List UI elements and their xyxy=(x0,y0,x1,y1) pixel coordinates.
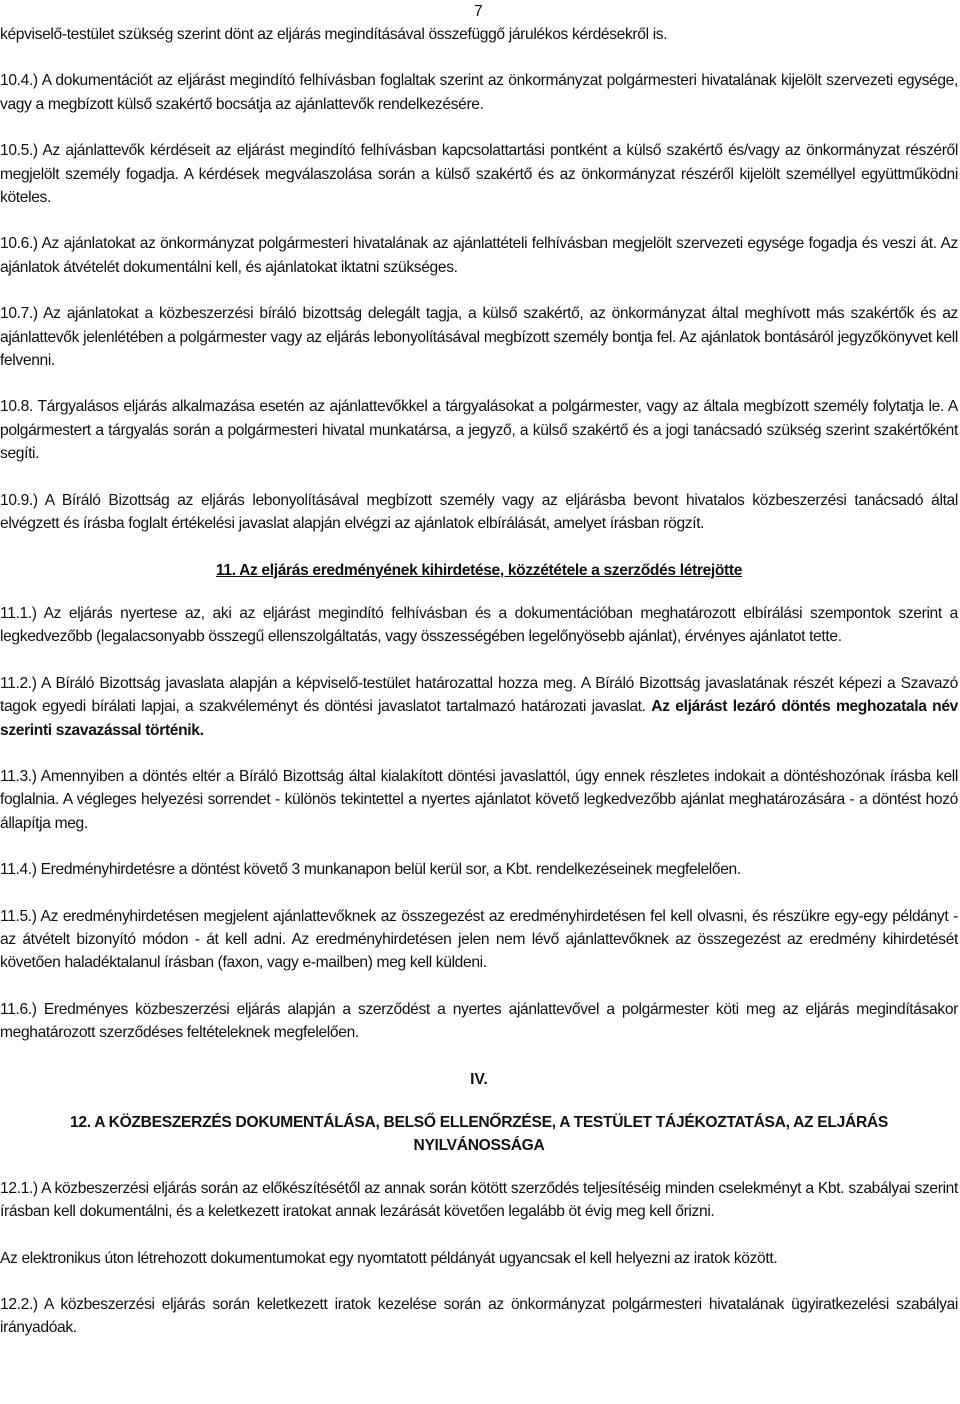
paragraph-11-1: 11.1.) Az eljárás nyertese az, aki az eljárást megindító felhívásban és a dokumentációban meghatározott elbírálási szempontok szerint a legkedvezőbb (legalacsonyabb összegű ellenszolgáltatás, vagy összességében legelőnyösebb ajánlat), érvényes ajánlatot tette. xyxy=(0,604,958,646)
paragraph-11-6: 11.6.) Eredményes közbeszerzési eljárás alapján a szerződést a nyertes ajánlattevővel a polgármester köti meg az eljárás megindításakor meghatározott szerződéses feltételeknek megfelelően. xyxy=(0,1000,958,1042)
paragraph-11-5: 11.5.) Az eredményhirdetésen megjelent ajánlattevőknek az összegezést az eredményhirdetésen fel kell olvasni, és részükre egy-egy példányt - az átvételt bizonyító módon - át kell adni. Az eredményhirdetésen jelen nem lévő ajánlattevőknek az összegezést az eredmény kihirdetését követően haladéktalanul írásban (faxon, vagy e-mailben) meg kell küldeni. xyxy=(0,907,958,972)
section-11-heading xyxy=(0,559,958,582)
part-iv-heading: IV. xyxy=(470,1070,488,1088)
paragraph-11-4: 11.4.) Eredményhirdetésre a döntést követő 3 munkanapon belül kerül sor, a Kbt. rendelkezéseinek megfelelően. xyxy=(0,861,741,879)
paragraph-10-6: 10.6.) Az ajánlatokat az önkormányzat polgármesteri hivatalának az ajánlattételi felhívásban megjelölt szervezeti egysége fogadja és veszi át. Az ajánlatok átvételét dokumentálni kell, és ajánlatokat iktatni szükséges. xyxy=(0,235,958,276)
paragraph-11-2 xyxy=(0,672,958,742)
paragraph-12-2: 12.2.) A közbeszerzési eljárás során keletkezett iratok kezelése során az önkormányzat polgármesteri hivatalának ügyiratkezelési szabályai irányadóak. xyxy=(0,1296,958,1337)
paragraph-10-9: 10.9.) A Bíráló Bizottság az eljárás lebonyolításával megbízott személy vagy az eljárásba bevont hivatalos közbeszerzési tanácsadó által elvégzett és írásba foglalt értékelési javaslat alapján elvégzi az ajánlatok elbírálását, amelyet írásban rögzít. xyxy=(0,491,958,533)
page-number: 7 xyxy=(474,3,483,20)
paragraph-10-7: 10.7.) Az ajánlatokat a közbeszerzési bíráló bizottság delegált tagja, a külső szakértő, az önkormányzat által meghívott más szakértők és az ajánlattevők jelenlétében a polgármester vagy az eljárás lebonyolításával megbízott személy bontja fel. Az ajánlatok bontásáról jegyzőkönyvet kell felvenni. xyxy=(0,305,958,370)
section-11-title: 11. Az eljárás eredményének kihirdetése, közzététele a szerződés létrejötte xyxy=(215,561,743,579)
paragraph-10-5: 10.5.) Az ajánlattevők kérdéseit az eljárást megindító felhívásban kapcsolattartási pontként a külső szakértő és/vagy az önkormányzat részéről megjelölt személy fogadja. A kérdések megválaszolása során a külső szakértő és az önkormányzat részéről kijelölt személlyel együttműködni köteles. xyxy=(0,142,958,207)
paragraph-12-1: 12.1.) A közbeszerzési eljárás során az előkészítésétől az annak során kötött szerződés teljesítéséig minden cselekményt a Kbt. szabályai szerint írásban kell dokumentálni, és a keletkezett iratokat annak lezárását követően legalább öt évig meg kell őrizni. xyxy=(0,1179,958,1221)
paragraph-11-2-text: 11.2.) A Bíráló Bizottság javaslata alapján a képviselő-testület határozattal hozza meg. A Bíráló Bizottság javaslatának részét képezi a Szavazó tagok egyedi bírálati lapjai, a szakvéleményt és döntési javaslatot tartalmazó határozati javaslat. xyxy=(0,674,958,716)
paragraph-11-3: 11.3.) Amennyiben a döntés eltér a Bíráló Bizottság által kialakított döntési javaslattól, úgy ennek részletes indokait a döntéshozónak írásba kell foglalnia. A végleges helyezési sorrendet - különös tekintettel a nyertes ajánlatot követő legkedvezőbb ajánlat meghatározására - a döntést hozó állapítja meg. xyxy=(0,767,958,832)
paragraph-10-3-end: képviselő-testület szükség szerint dönt az eljárás megindításával összefüggő járulékos kérdésekről is. xyxy=(0,26,668,43)
paragraph-10-8: 10.8. Tárgyalásos eljárás alkalmazása esetén az ajánlattevőkkel a tárgyalásokat a polgármester, vagy az általa megbízott személy folytatja le. A polgármestert a tárgyalás során a polgármesteri hivatal munkatársa, a jegyző, a külső szakértő és a jogi tanácsadó szükség szerint szakértőként segíti. xyxy=(0,398,958,463)
section-12-heading: 12. A KÖZBESZERZÉS DOKUMENTÁLÁSA, BELSŐ ELLENŐRZÉSE, A TESTÜLET TÁJÉKOZTATÁSA, AZ ELJÁRÁS NYILVÁNOSSÁGA xyxy=(69,1114,888,1155)
paragraph-electronic-docs: Az elektronikus úton létrehozott dokumentumokat egy nyomtatott példányát ugyancsak el kell helyezni az iratok között. xyxy=(0,1249,778,1267)
paragraph-10-4: 10.4.) A dokumentációt az eljárást megindító felhívásban foglaltak szerint az önkormányzat polgármesteri hivatalának kijelölt szervezeti egysége, vagy a megbízott külső szakértő bocsátja az ajánlattevők rendelkezésére. xyxy=(0,72,958,113)
document-body xyxy=(0,23,958,1363)
paragraph-11-2-bold-text: Az eljárást lezáró döntés meghozatala név szerinti szavazással történik. xyxy=(0,698,959,739)
